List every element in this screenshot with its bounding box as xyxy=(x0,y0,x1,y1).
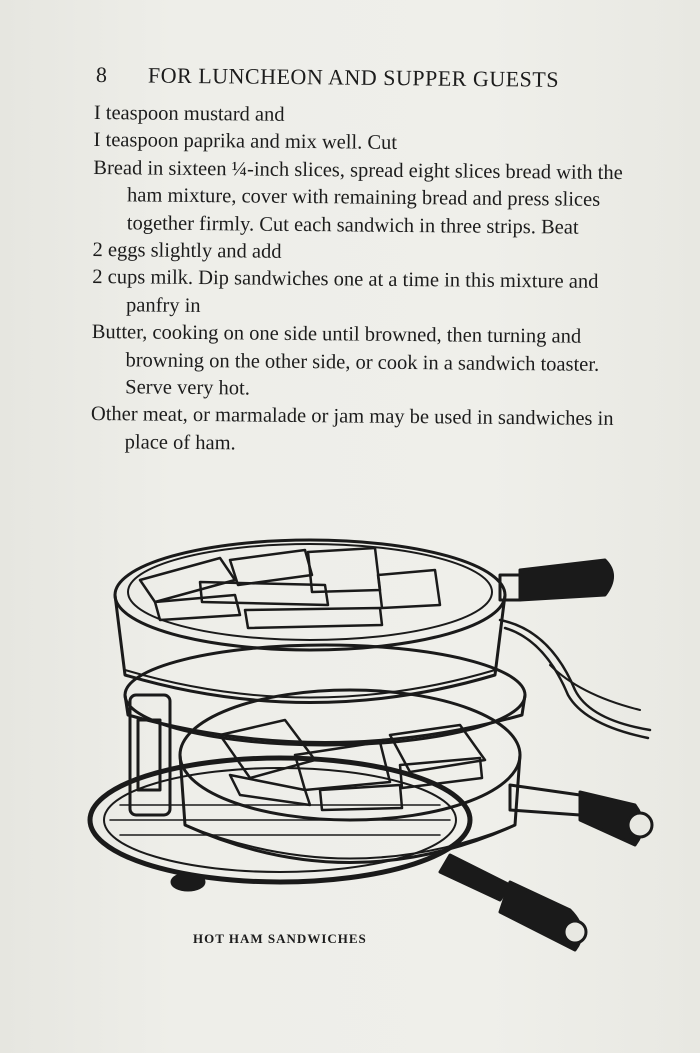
sandwich-toaster-icon xyxy=(80,520,670,980)
recipe-line: I teaspoon mustard and xyxy=(93,101,285,126)
illustration-caption: HOT HAM SANDWICHES xyxy=(193,931,367,946)
chapter-title: FOR LUNCHEON AND SUPPER GUESTS xyxy=(147,62,560,92)
recipe-line: I teaspoon paprika and mix well. Cut xyxy=(93,129,398,155)
page-number: 8 xyxy=(95,62,108,88)
recipe-line: Bread in sixteen ¼-inch slices, spread eight slices bread with the ham mixture, cover with remaining bread and press slices together firmly. Cut each sandwich in three strips. Beat xyxy=(93,156,623,239)
recipe-line: 2 cups milk. Dip sandwiches one at a time in this mixture and panfry in xyxy=(92,266,599,317)
recipe-line: Butter, cooking on one side until browned, then turning and browning on the other side, or cook in a sandwich toaster. Serve very hot. xyxy=(91,321,600,400)
page-header xyxy=(96,62,636,94)
recipe-line: Other meat, or marmalade or jam may be used in sandwiches in place of ham. xyxy=(90,403,614,455)
recipe-text xyxy=(91,100,646,462)
recipe-line: 2 eggs slightly and add xyxy=(92,239,282,263)
